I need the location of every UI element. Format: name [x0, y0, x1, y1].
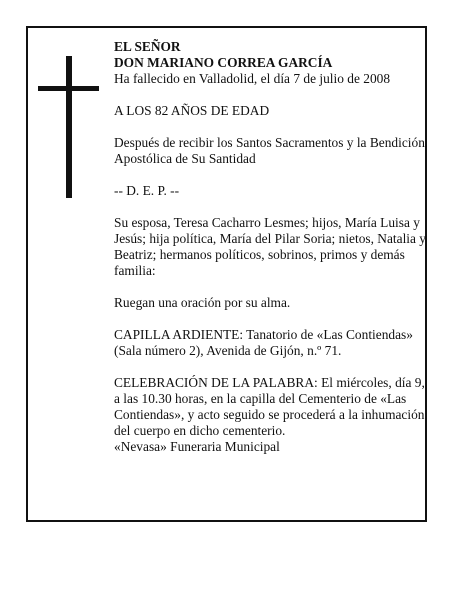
prayer-line: Ruegan una oración por su alma. — [114, 295, 291, 310]
cross-vertical-bar — [66, 56, 72, 198]
funeral-home-line: «Nevasa» Funeraria Municipal — [114, 439, 280, 454]
notice-text — [114, 39, 430, 455]
death-statement: Ha fallecido en Valladolid, el día 7 de julio de 2008 — [114, 71, 391, 86]
sacraments-paragraph: Después de recibir los Santos Sacramentos y la Bendición Apostólica de Su Santidad — [114, 135, 425, 166]
rip-line: -- D. E. P. -- — [114, 183, 180, 198]
obituary-notice — [26, 26, 427, 522]
heading-title: EL SEÑOR — [114, 39, 181, 54]
celebration-paragraph: CELEBRACIÓN DE LA PALABRA: El miércoles, día 9, a las 10.30 horas, en la capilla del Cementerio de «Las Contiendas», y acto seguido se procederá a la inhumación del cuerpo en dicho cementerio. — [114, 375, 425, 438]
age-line: A LOS 82 AÑOS DE EDAD — [114, 103, 270, 118]
cross-horizontal-bar — [38, 86, 99, 91]
deceased-name: DON MARIANO CORREA GARCÍA — [114, 55, 333, 70]
family-paragraph: Su esposa, Teresa Cacharro Lesmes; hijos, María Luisa y Jesús; hija política, María del Pilar Soria; nietos, Natalia y Beatriz; hermanos políticos, sobrinos, primos y demás familia: — [114, 215, 427, 278]
chapel-paragraph: CAPILLA ARDIENTE: Tanatorio de «Las Contiendas» (Sala número 2), Avenida de Gijón, n.º 71. — [114, 327, 413, 358]
